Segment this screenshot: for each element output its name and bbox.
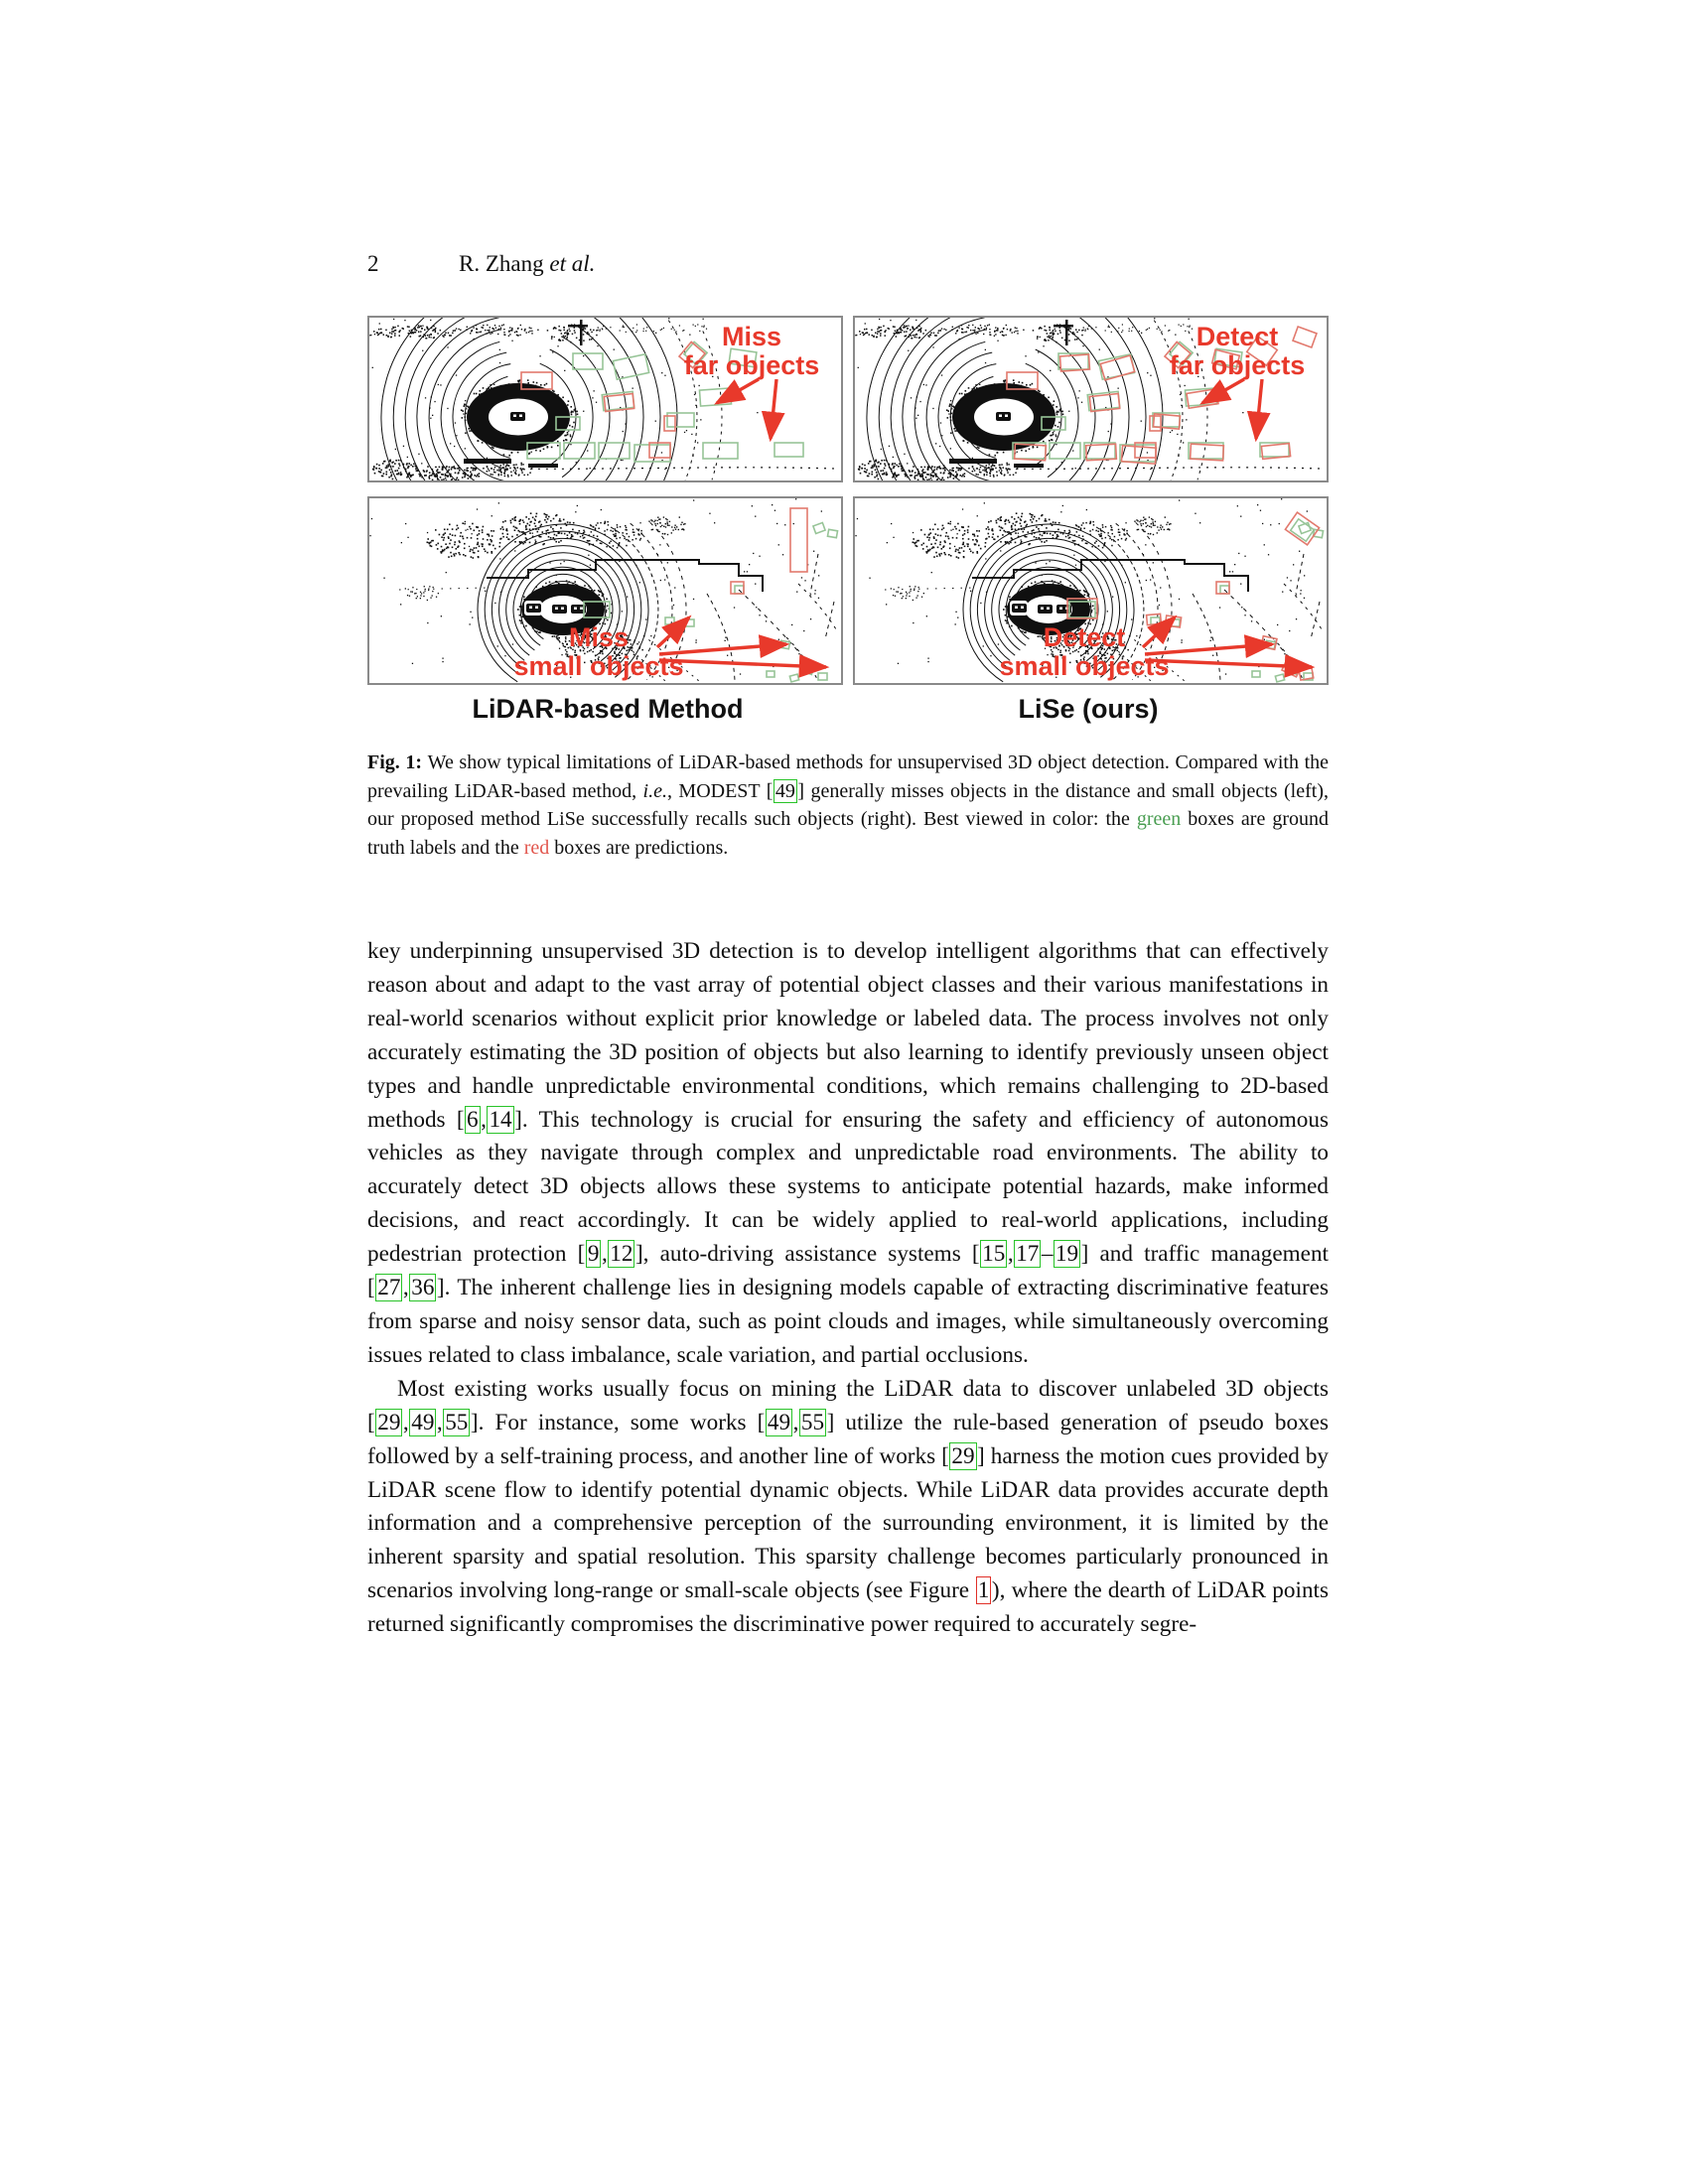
citation-link[interactable]: 49 xyxy=(774,779,795,802)
citation-link[interactable]: 15 xyxy=(982,1241,1006,1268)
running-etal: et al. xyxy=(549,251,596,276)
figure-label-baseline: LiDAR-based Method xyxy=(472,694,744,724)
citation-link[interactable]: 6 xyxy=(467,1106,479,1133)
citation-link[interactable]: 49 xyxy=(411,1409,435,1435)
figure-caption: Fig. 1: We show typical limitations of LiDAR-based methods for unsupervised 3D object detection. Compared with the prevailing LiDAR-based method, i.e., MODEST [ 49 ] generally misses objects in the distance and small objects (left), our proposed method LiSe successfully recalls such objects (right). Best viewed in color: the green boxes are ground truth labels and the red boxes are predictions. xyxy=(367,751,1330,859)
figure-1 xyxy=(367,316,1329,862)
figure-labels xyxy=(367,694,1329,724)
body-paragraph-2: Most existing works usually focus on mining the LiDAR data to discover unlabeled 3D objects [ 29 , 49 , 55 ]. For instance, some works [ 49 , 55 ] utilize the rule-based generation of pseudo boxes followed by a self-training process, and another line of works [ 29 ] harness the motion cues provided by LiDAR scene flow to identify potential dynamic objects. While LiDAR data provides accurate depth information and a comprehensive perception of the surrounding environment, it is limited by the inherent sparsity and spatial resolution. This sparsity challenge becomes particularly pronounced in scenarios involving long-range or small-scale objects (see Figure 1 ), where the dearth of LiDAR points returned significantly compromises the discriminative power required to accurately segre- xyxy=(367,1375,1329,1638)
citation-link[interactable]: 55 xyxy=(800,1409,825,1435)
citation-link[interactable]: 17 xyxy=(1016,1241,1040,1268)
citation-link[interactable]: 19 xyxy=(1055,1241,1079,1268)
panel-annotation-miss-far: Miss far objects xyxy=(683,322,820,380)
citation-link[interactable]: 9 xyxy=(587,1241,600,1268)
page-content xyxy=(367,250,1329,1642)
panel-baseline-far xyxy=(367,316,843,482)
body-text xyxy=(367,935,1329,1642)
running-header xyxy=(367,250,1329,277)
body-paragraph-1: key underpinning unsupervised 3D detection is to develop intelligent algorithms that can effectively reason about and adapt to the vast array of potential object classes and their various manifestations in real-world scenarios without explicit prior knowledge or labeled data. The process involves not only accurately estimating the 3D position of objects but also learning to identify previously unseen object types and handle unpredictable environmental conditions, which remains challenging to 2D-based methods [ 6 , 14 ]. This technology is crucial for ensuring the safety and efficiency of autonomous vehicles as they navigate through complex and unpredictable road environments. The ability to accurately detect 3D objects allows these systems to anticipate potential hazards, make informed decisions, and react accordingly. It can be widely applied to real-world applications, including pedestrian protection [ 9 , 12 ], auto-driving assistance systems [ 15 , 17 – 19 ] and traffic management [ 27 , 36 ]. The inherent challenge lies in designing models capable of extracting discriminative features from sparse and noisy sensor data, such as point clouds and images, while simultaneously overcoming issues related to class imbalance, scale variation, and partial occlusions. xyxy=(367,938,1329,1368)
figure-1-panels xyxy=(367,316,1329,685)
page-number: 2 xyxy=(367,251,379,276)
panel-ours-far xyxy=(853,316,1329,482)
citation-link[interactable]: 27 xyxy=(377,1275,401,1301)
citation-link[interactable]: 49 xyxy=(767,1409,791,1435)
citation-link[interactable]: 12 xyxy=(610,1241,633,1268)
citation-link[interactable]: 29 xyxy=(951,1442,975,1469)
citation-link[interactable]: 29 xyxy=(377,1409,401,1435)
citation-link[interactable]: 36 xyxy=(411,1275,435,1301)
panel-ours-small xyxy=(853,496,1329,685)
panel-annotation-detect-small: Detect small objects xyxy=(999,622,1170,681)
panel-annotation-detect-far: Detect far objects xyxy=(1169,322,1306,380)
figure-reference-link[interactable]: 1 xyxy=(977,1577,990,1604)
panel-baseline-small xyxy=(367,496,843,685)
figure-label-ours: LiSe (ours) xyxy=(1018,694,1159,724)
panel-annotation-miss-small: Miss small objects xyxy=(513,622,684,681)
running-title: R. Zhang et al. xyxy=(459,251,596,276)
citation-link[interactable]: 55 xyxy=(445,1409,469,1435)
citation-link[interactable]: 14 xyxy=(489,1106,512,1133)
